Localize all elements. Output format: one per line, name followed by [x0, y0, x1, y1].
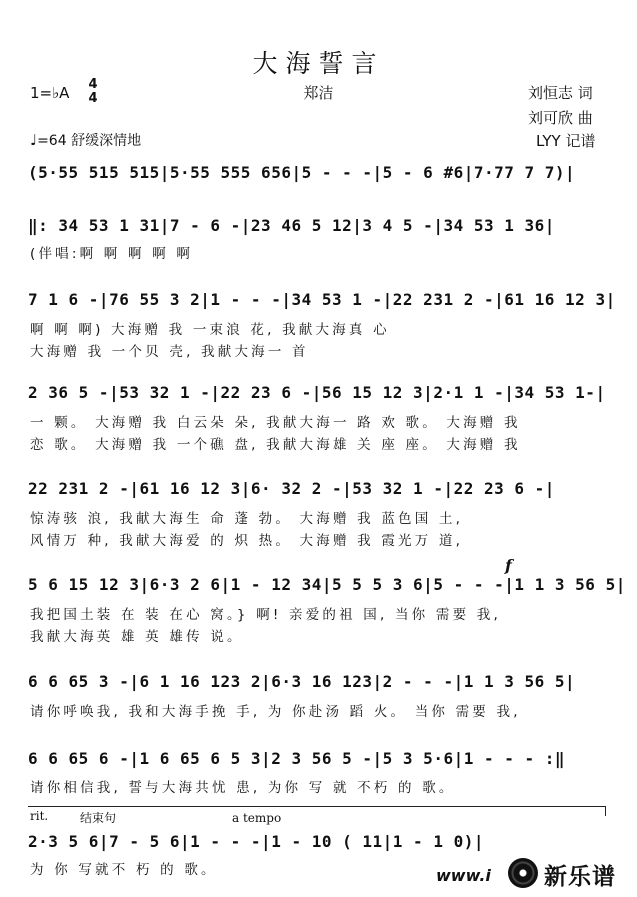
notation-line: ‖: 34 53 1 31|7 - 6 -|23 46 5 12|3 4 5 -|34 53 1 36| — [28, 216, 555, 235]
notation-line: (5·55 515 515|5·55 555 656|5 - - -|5 - 6 #6|7·77 7 7)| — [28, 163, 576, 182]
lyric-line: 我献大海英 雄 英 雄传 说。 — [30, 629, 244, 645]
ending-label: 结束句 — [80, 811, 117, 825]
lyric-line: 为 你 写就不 朽 的 歌。 — [30, 862, 218, 878]
page-title: 大海誓言 — [252, 49, 385, 78]
key-signature: 1=♭A — [30, 84, 70, 102]
lyric-line: 我把国土装 在 装 在心 窝。} 啊! 亲爱的祖 国, 当你 需要 我, — [30, 607, 501, 623]
lyric-line: 请你呼唤我, 我和大海手挽 手, 为 你赴汤 蹈 火。 当你 需要 我, — [30, 704, 521, 720]
transcriber: LYY 记谱 — [536, 132, 596, 150]
ending-bracket-line — [28, 806, 606, 807]
notation-line: 6 6 65 6 -|1 6 65 6 5 3|2 3 56 5 -|5 3 5·6|1 - - - :‖ — [28, 749, 566, 768]
lyric-line: 风情万 种, 我献大海爱 的 炽 热。 大海赠 我 霞光万 道, — [30, 533, 464, 549]
time-signature-bottom: 4 — [88, 91, 98, 106]
lyric-line: 惊涛骇 浪, 我献大海生 命 蓬 勃。 大海赠 我 蓝色国 土, — [30, 511, 464, 527]
lyric-line: (伴唱:啊 啊 啊 啊 啊 — [30, 246, 194, 262]
rit-marking: rit. — [30, 809, 49, 823]
watermark-name: 新乐谱 — [544, 864, 616, 890]
a-tempo-marking: a tempo — [232, 811, 282, 825]
notation-line: 2 36 5 -|53 32 1 -|22 23 6 -|56 15 12 3|2·1 1 -|34 53 1-| — [28, 383, 606, 402]
notation-line: 6 6 65 3 -|6 1 16 123 2|6·3 16 123|2 - - -|1 1 3 56 5| — [28, 672, 576, 691]
lyric-line: 恋 歌。 大海赠 我 一个礁 盘, 我献大海雄 关 座 座。 大海赠 我 — [30, 437, 521, 453]
composer: 刘可欣 曲 — [528, 109, 593, 127]
notation-line: 5 6 15 12 3|6·3 2 6|1 - 12 34|5 5 5 3 6|5 - - -|1 1 3 56 5| — [28, 575, 626, 594]
lyric-line: 一 颗。 大海赠 我 白云朵 朵, 我献大海一 路 欢 歌。 大海赠 我 — [30, 415, 521, 431]
dynamic-marking: f — [505, 556, 512, 575]
lyricist: 刘恒志 词 — [528, 84, 593, 102]
notation-line: 2·3 5 6|7 - 5 6|1 - - -|1 - 10 ( 11|1 - 1 0)| — [28, 832, 484, 851]
singer: 郑洁 — [303, 84, 334, 102]
lyric-line: 请你相信我, 誓与大海共忧 患, 为你 写 就 不朽 的 歌。 — [30, 780, 456, 796]
tempo-marking — [30, 130, 141, 150]
time-signature-top: 4 — [88, 77, 98, 92]
notation-line: 22 231 2 -|61 16 12 3|6· 32 2 -|53 32 1 -|22 23 6 -| — [28, 479, 555, 498]
lyric-line: 大海赠 我 一个贝 壳, 我献大海一 首 — [30, 344, 309, 360]
watermark-site: www.i — [436, 866, 491, 885]
ending-bracket-tick — [605, 806, 606, 816]
quarter-note-icon: ♩ — [30, 131, 38, 149]
tempo-text: =64 舒缓深情地 — [37, 133, 142, 149]
vinyl-disc-icon — [508, 858, 538, 888]
lyric-line: 啊 啊 啊) 大海赠 我 一束浪 花, 我献大海真 心 — [30, 322, 390, 338]
watermark-logo — [436, 856, 632, 892]
notation-line: 7 1 6 -|76 55 3 2|1 - - -|34 53 1 -|22 231 2 -|61 16 12 3| — [28, 290, 616, 309]
